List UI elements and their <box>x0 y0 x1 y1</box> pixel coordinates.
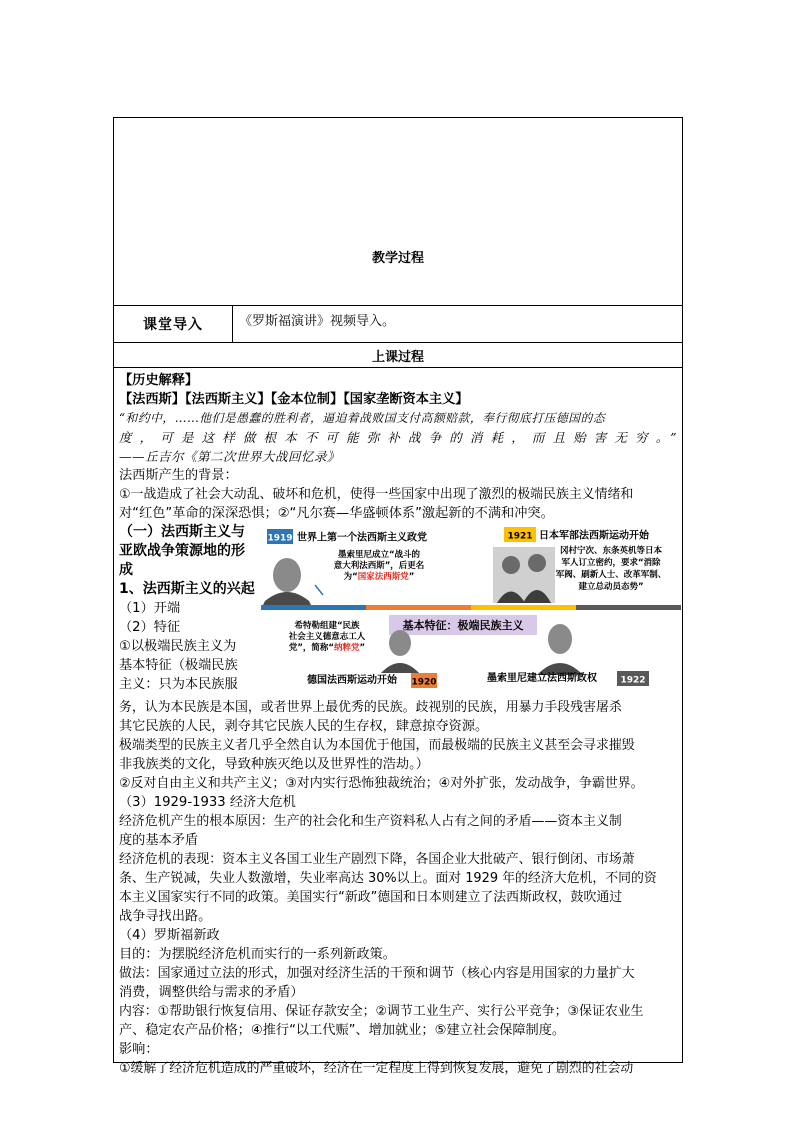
timeline-segment-gray <box>576 605 681 610</box>
section-heading-1: （一）法西斯主义与 <box>119 524 245 540</box>
crisis-show-d: 战争寻找出路。 <box>119 909 212 924</box>
intro-row <box>114 306 682 343</box>
year-1920-text: 1920 <box>411 677 437 688</box>
timeline-segment-orange <box>366 605 471 610</box>
year-1919-text: 1919 <box>267 533 293 544</box>
desc-1921-line1: 冈村宁次、东条英机等日本 <box>559 546 663 556</box>
impact-title: 影响： <box>119 1042 159 1057</box>
crisis-show-a: 经济危机的表现：资本主义各国工业生产剧烈下降，各国企业大批破产、银行倒闭、市场萧 <box>119 852 635 867</box>
title-1919: 世界上第一个法西斯主义政党 <box>297 532 427 544</box>
crisis-root-b: 度的基本矛盾 <box>119 833 199 848</box>
desc-1921-line3: 军阀、刷新人士、改革军制、 <box>555 570 667 580</box>
lesson-table <box>113 117 683 1076</box>
background-line-1: ①一战造成了社会大动乱、破坏和危机，使得一些国家中出现了激烈的极端民族主义情绪和 <box>119 487 634 502</box>
feature-more: ②反对自由主义和共产主义；③对内实行恐怖独裁统治；④对外扩张，发动战争，争霸世界。 <box>119 776 644 791</box>
mussolini-portrait-image <box>263 558 311 605</box>
tag-heading: 【历史解释】 <box>119 373 199 388</box>
title-1921: 日本军部法西斯运动开始 <box>539 530 649 542</box>
feature-line-b: 其它民族的人民，剥夺其它民族人民的生存权，肆意掠夺资源。 <box>119 719 489 734</box>
desc-1921-line4: 建立总动员态势” <box>578 582 644 592</box>
crisis-title: （3）1929-1933 经济大危机 <box>119 795 296 810</box>
background-title: 法西斯产生的背景： <box>119 468 238 483</box>
side-item-2: （2）特征 <box>119 620 181 635</box>
impact-line-1: ①缓解了经济危机造成的严重破坏，经济在一定程度上得到恢复发展，避免了剧烈的社会动 <box>119 1061 634 1076</box>
mussolini-regime-image <box>537 624 583 675</box>
japanese-officers-image <box>493 547 555 603</box>
desc-1921-line2: 军人订立密约，要求“消除 <box>561 558 661 568</box>
section-heading-2: 亚欧战争策源地的形 <box>119 543 245 559</box>
background-line-2: 对“红色”革命的深深恐惧；②“凡尔赛—华盛顿体系”激起新的不满和冲突。 <box>119 506 554 521</box>
tags-line: 【法西斯】【法西斯主义】【金本位制】【国家垄断资本主义】 <box>119 392 469 407</box>
newdeal-method-b: 消费，调整供给与需求的矛盾） <box>119 985 304 1000</box>
newdeal-goal: 目的：为摆脱经济危机而实行的一系列新政策。 <box>119 947 396 962</box>
year-1922-text: 1922 <box>620 675 646 686</box>
extreme-line-a: 极端类型的民族主义者几乎全然自认为本国优于他国，而最极端的民族主义甚至会寻求摧毁 <box>119 738 635 753</box>
side-item-1: （1）开端 <box>119 601 181 616</box>
lesson-content <box>114 368 682 1076</box>
desc-1919-line2: 意大利法西斯”，后更名 <box>333 561 425 571</box>
side-item-5: 主义：只为本民族服 <box>119 677 238 692</box>
crisis-root-a: 经济危机产生的根本原因：生产的社会化和生产资料私人占有之间的矛盾——资本主义制 <box>119 814 622 829</box>
section-title: 上课过程 <box>371 349 424 365</box>
timeline-segment-yellow <box>471 605 576 610</box>
feature-line-a: 务，认为本民族是本国，或者世界上最优秀的民族。歧视别的民族，用暴力手段残害屠杀 <box>119 700 622 715</box>
side-item-3: ①以极端民族主义为 <box>119 639 237 654</box>
side-column <box>119 523 259 694</box>
desc-1919-line3: 为“国家法西斯党” <box>343 572 415 582</box>
desc-1920-line1: 希特勒组建“民族 <box>294 621 360 631</box>
title-1922: 墨索里尼建立法西斯政权 <box>487 673 597 684</box>
crisis-show-b: 条、生产锐减，失业人数激增，失业率高达 30%以上。面对 1929 年的经济大危机，不同的资 <box>119 871 657 886</box>
fascism-timeline-figure <box>261 525 681 691</box>
section-heading-4: 1、法西斯主义的兴起 <box>119 581 255 597</box>
crisis-show-c: 本主义国家实行不同的政策。美国实行“新政”德国和日本则建立了法西斯政权，鼓吹通过 <box>119 890 623 905</box>
desc-1920-line3: 党”，简称“纳粹党” <box>288 643 366 653</box>
extreme-line-b: 非我族类的文化，导致种族灭绝以及世界性的浩劫。） <box>119 757 429 772</box>
newdeal-title: （4）罗斯福新政 <box>119 928 220 943</box>
quote-line-1: “和约中，……他们是愚蠢的胜利者，逼迫着战败国支付高额赔款，奉行彻底打压德国的态 <box>119 411 606 425</box>
intro-text: 《罗斯福演讲》视频导入。 <box>239 314 396 329</box>
section-title-row <box>114 343 682 368</box>
hitler-portrait-image <box>381 630 419 673</box>
newdeal-method-a: 做法：国家通过立法的形式，加强对经济生活的干预和调节（核心内容是用国家的力量扩大 <box>119 966 635 981</box>
title-1920: 德国法西斯运动开始 <box>307 675 397 686</box>
section-with-figure <box>119 523 677 698</box>
newdeal-content-b: 产、稳定农产品价格；④推行“以工代赈”、增加就业；⑤建立社会保障制度。 <box>119 1023 566 1038</box>
side-item-4: 基本特征（极端民族 <box>119 658 238 673</box>
page-title: 教学过程 <box>371 251 424 266</box>
intro-label: 课堂导入 <box>114 306 233 342</box>
section-heading-3: 成 <box>119 562 133 578</box>
desc-1920-line2: 社会主义德意志工人 <box>288 632 366 642</box>
quote-source: ——丘吉尔《第二次世界大战回忆录》 <box>119 449 341 464</box>
quote-line-2: 度，可是这样做根本不可能弥补战争的消耗，而且贻害无穷。” <box>119 430 677 445</box>
desc-1919-line1: 墨索里尼成立“战斗的 <box>337 550 421 560</box>
timeline-segment-blue <box>261 605 366 610</box>
year-1921-text: 1921 <box>507 531 533 542</box>
center-label: 基本特征：极端民族主义 <box>402 619 524 632</box>
header-row <box>114 118 682 306</box>
newdeal-content-a: 内容：①帮助银行恢复信用、保证存款安全；②调节工业生产、实行公平竞争；③保证农业生 <box>119 1004 644 1019</box>
